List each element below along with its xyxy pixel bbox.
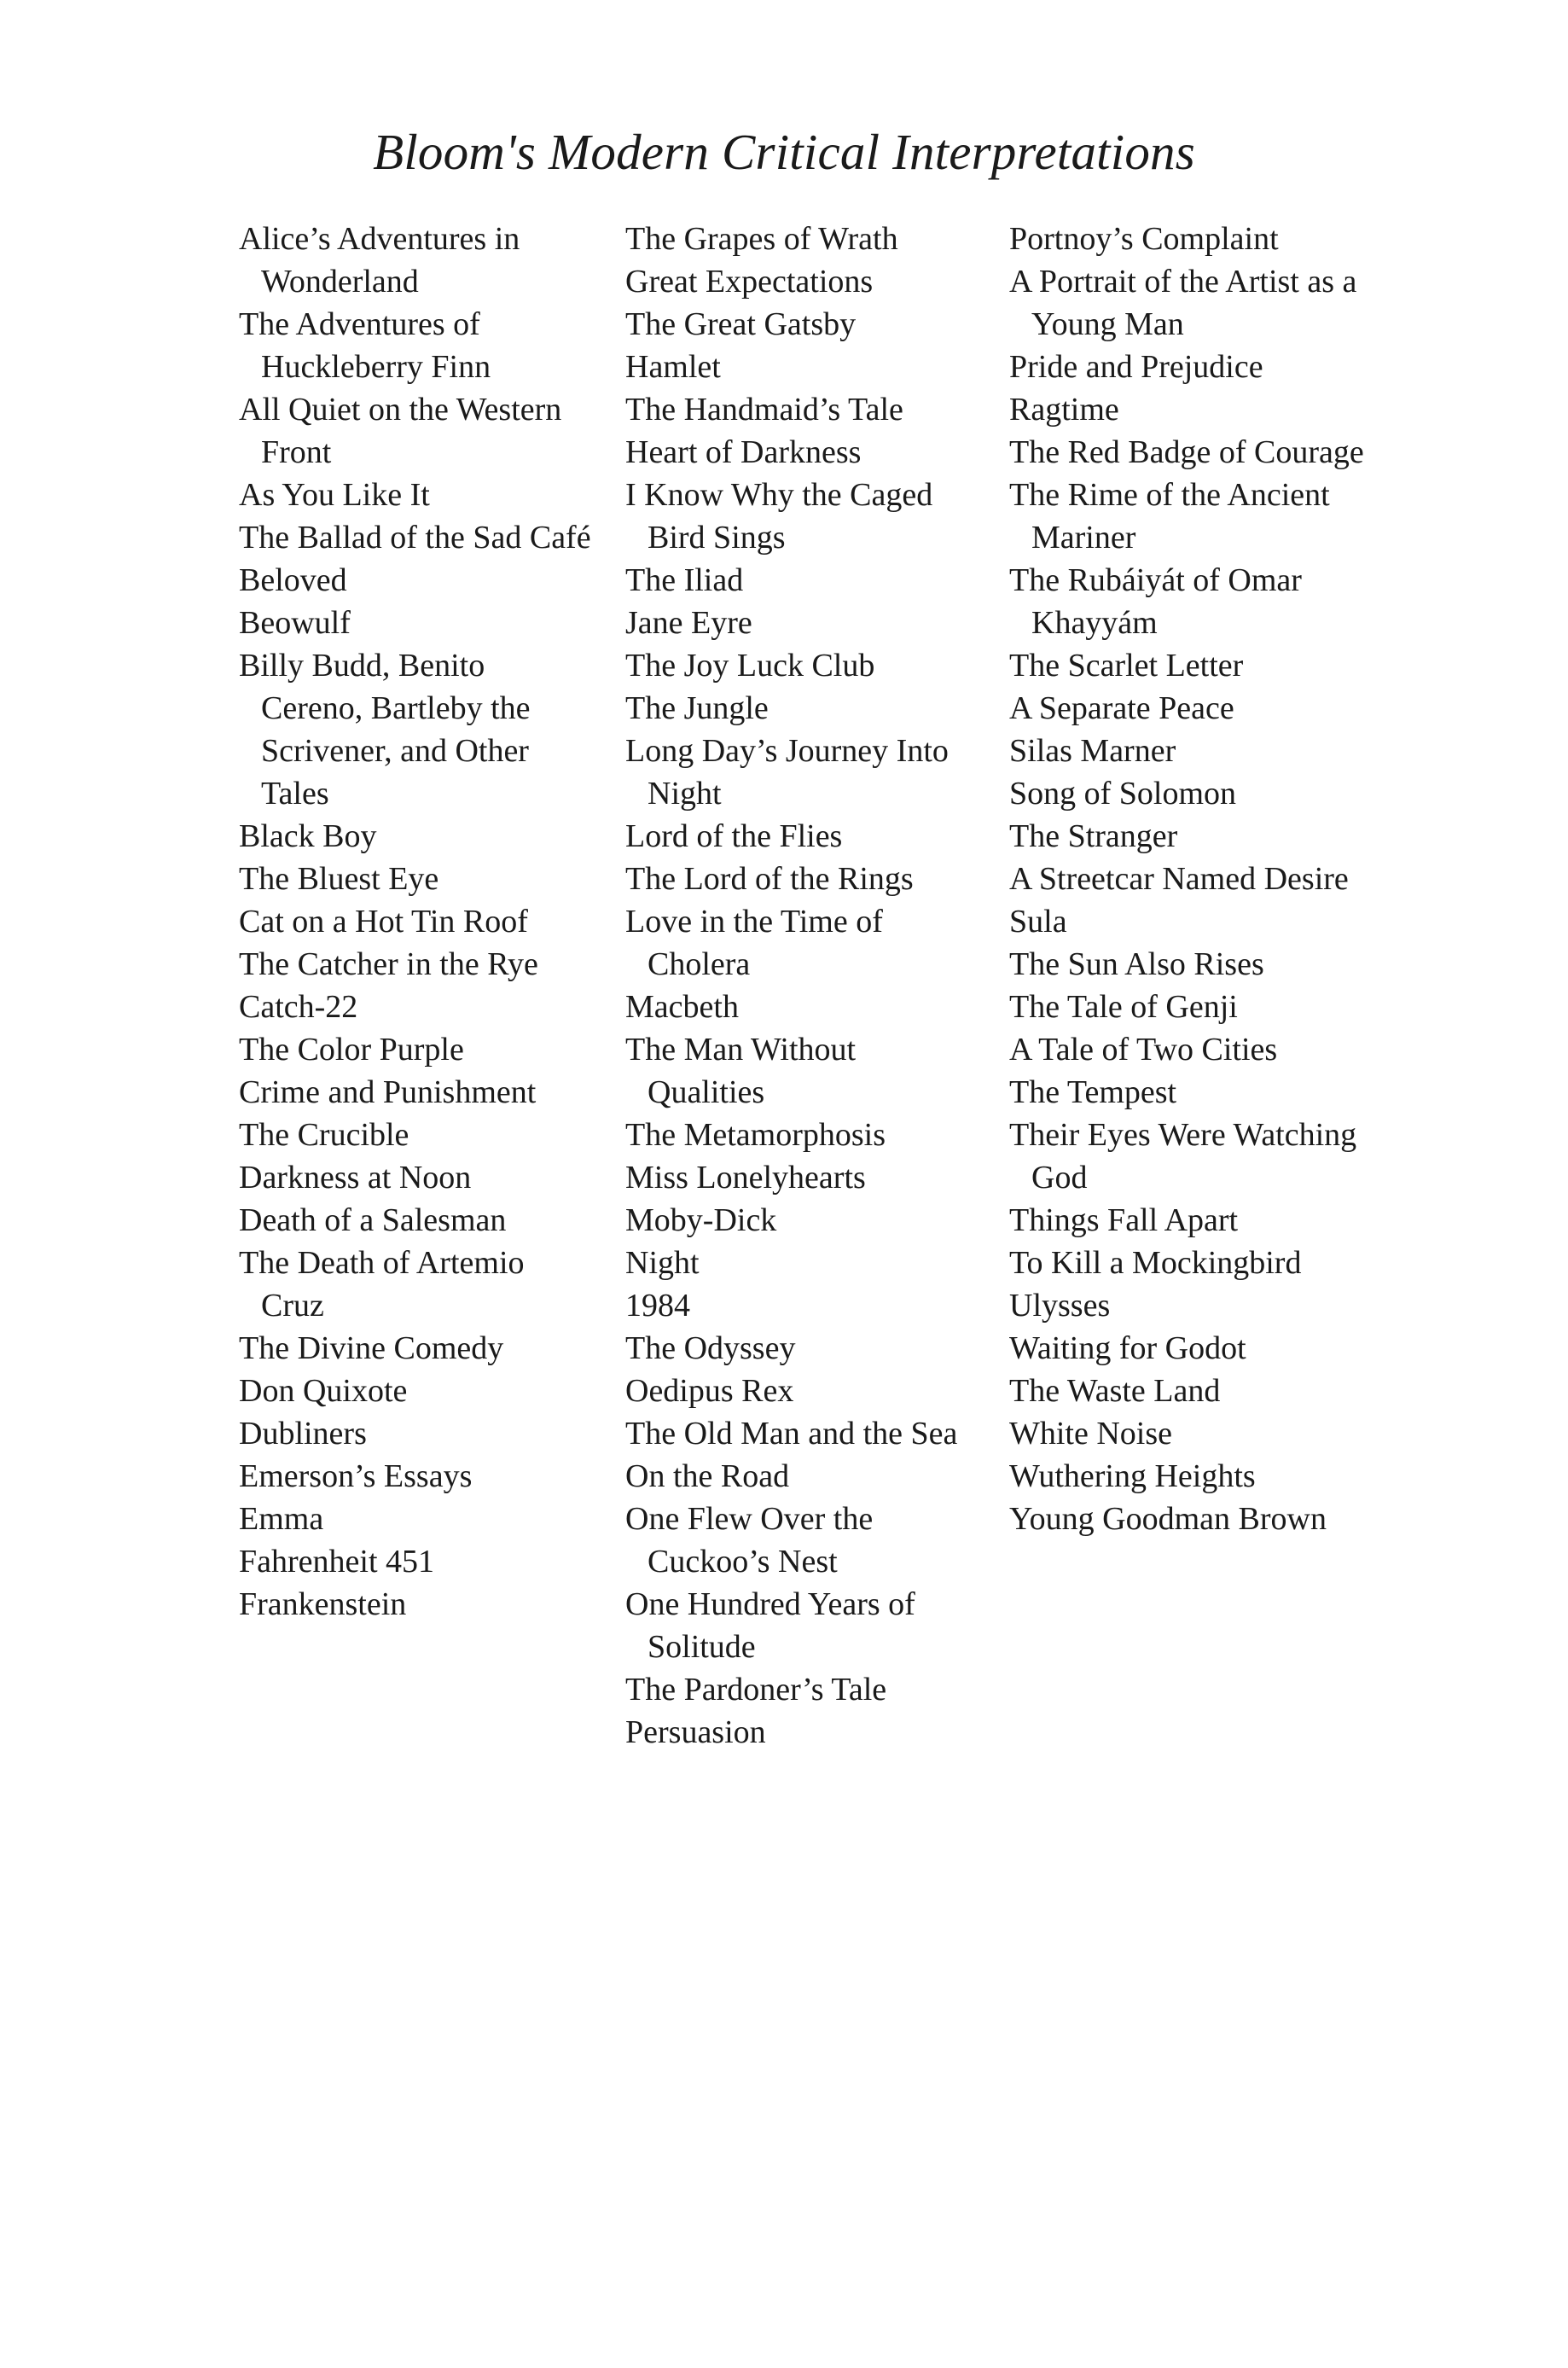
book-title-entry: A Separate Peace — [1009, 690, 1234, 726]
book-title-entry: Great Expectations — [625, 264, 874, 300]
book-title-entry: Cat on a Hot Tin Roof — [239, 904, 528, 940]
book-title-entry: Black Boy — [239, 818, 377, 854]
book-title-entry: One Flew Over the Cuckoo’s Nest — [625, 1501, 874, 1580]
book-title-entry: Wuthering Heights — [1009, 1458, 1256, 1494]
book-title-entry: The Metamorphosis — [625, 1117, 886, 1153]
book-title-entry: Oedipus Rex — [625, 1373, 794, 1409]
book-title-entry: The Scarlet Letter — [1009, 648, 1244, 684]
book-title-entry: A Portrait of the Artist as a Young Man — [1009, 264, 1357, 342]
book-title-entry: A Streetcar Named Desire — [1009, 861, 1349, 897]
book-title-entry: Dubliners — [239, 1416, 367, 1452]
book-title-entry: The Bluest Eye — [239, 861, 439, 897]
title-column-1 — [239, 218, 597, 1626]
book-title-entry: 1984 — [625, 1288, 690, 1324]
book-title-entry: Darkness at Noon — [239, 1160, 472, 1196]
book-title-entry: The Old Man and the Sea — [625, 1416, 958, 1452]
book-title-entry: Macbeth — [625, 989, 739, 1025]
book-title-entry: The Crucible — [239, 1117, 409, 1153]
book-title-entry: Hamlet — [625, 349, 721, 385]
book-title-entry: The Red Badge of Courage — [1009, 434, 1364, 470]
book-title-entry: Waiting for Godot — [1009, 1330, 1246, 1366]
book-title-entry: Night — [625, 1245, 700, 1281]
book-title-entry: To Kill a Mockingbird — [1009, 1245, 1302, 1281]
book-title-entry: As You Like It — [239, 477, 430, 513]
book-title-entry: The Adventures of Huckleberry Finn — [239, 306, 491, 385]
book-title-entry: Catch-22 — [239, 989, 358, 1025]
book-title-entry: Beowulf — [239, 605, 351, 641]
book-title-entry: Beloved — [239, 562, 347, 598]
title-column-2 — [625, 218, 984, 1754]
book-title-entry: Alice’s Adventures in Wonderland — [239, 221, 520, 300]
book-title-entry: Song of Solomon — [1009, 776, 1237, 812]
book-title-entry: On the Road — [625, 1458, 790, 1494]
book-title-entry: Long Day’s Journey Into Night — [625, 733, 949, 812]
book-title-entry: Portnoy’s Complaint — [1009, 221, 1279, 257]
book-title-entry: Sula — [1009, 904, 1067, 940]
book-title-entry: Death of a Salesman — [239, 1202, 507, 1238]
book-title-entry: The Rubáiyát of Omar Khayyám — [1009, 562, 1302, 641]
book-title-entry: Don Quixote — [239, 1373, 408, 1409]
book-title-entry: Young Goodman Brown — [1009, 1501, 1327, 1537]
book-title-entry: A Tale of Two Cities — [1009, 1032, 1278, 1068]
book-title-entry: Frankenstein — [239, 1586, 407, 1622]
book-title-entry: Crime and Punishment — [239, 1074, 537, 1110]
book-title-entry: Jane Eyre — [625, 605, 752, 641]
book-title-entry: Love in the Time of Cholera — [625, 904, 883, 982]
book-title-entry: The Man Without Qualities — [625, 1032, 857, 1110]
book-title-entry: The Death of Artemio Cruz — [239, 1245, 525, 1324]
book-title-entry: The Pardoner’s Tale — [625, 1672, 887, 1708]
book-title-entry: Heart of Darkness — [625, 434, 862, 470]
book-title-entry: The Waste Land — [1009, 1373, 1221, 1409]
book-title-entry: Ulysses — [1009, 1288, 1111, 1324]
book-title-entry: The Ballad of the Sad Café — [239, 520, 591, 556]
book-title-entry: The Odyssey — [625, 1330, 796, 1366]
book-title-entry: Emerson’s Essays — [239, 1458, 473, 1494]
book-title-entry: Pride and Prejudice — [1009, 349, 1263, 385]
book-title-entry: Billy Budd, Benito Cereno, Bartleby the Scrivener, and Other Tales — [239, 648, 531, 812]
title-column-3 — [1009, 218, 1385, 1540]
book-title-entry: The Color Purple — [239, 1032, 464, 1068]
book-title-entry: The Handmaid’s Tale — [625, 392, 903, 428]
book-title-entry: The Jungle — [625, 690, 769, 726]
book-title-entry: I Know Why the Caged Bird Sings — [625, 477, 933, 556]
book-title-entry: The Stranger — [1009, 818, 1178, 854]
book-title-entry: Moby-Dick — [625, 1202, 777, 1238]
book-title-entry: The Tale of Genji — [1009, 989, 1238, 1025]
book-title-entry: The Divine Comedy — [239, 1330, 504, 1366]
book-title-entry: White Noise — [1009, 1416, 1173, 1452]
book-title-entry: Ragtime — [1009, 392, 1119, 428]
book-title-entry: The Sun Also Rises — [1009, 946, 1264, 982]
book-title-entry: The Grapes of Wrath — [625, 221, 898, 257]
page-title: Bloom's Modern Critical Interpretations — [373, 124, 1195, 180]
book-title-entry: Miss Lonelyhearts — [625, 1160, 866, 1196]
book-title-entry: Things Fall Apart — [1009, 1202, 1239, 1238]
book-title-entry: The Iliad — [625, 562, 744, 598]
book-title-entry: The Great Gatsby — [625, 306, 857, 342]
book-title-entry: Silas Marner — [1009, 733, 1176, 769]
book-title-entry: Persuasion — [625, 1714, 766, 1750]
book-title-entry: Their Eyes Were Watching God — [1009, 1117, 1357, 1196]
book-title-entry: The Rime of the Ancient Mariner — [1009, 477, 1330, 556]
book-title-entry: Fahrenheit 451 — [239, 1544, 435, 1580]
book-title-entry: All Quiet on the Western Front — [239, 392, 562, 470]
book-title-entry: The Catcher in the Rye — [239, 946, 538, 982]
book-title-entry: Emma — [239, 1501, 324, 1537]
book-title-entry: Lord of the Flies — [625, 818, 843, 854]
book-title-entry: The Tempest — [1009, 1074, 1177, 1110]
book-title-entry: The Joy Luck Club — [625, 648, 875, 684]
book-title-entry: The Lord of the Rings — [625, 861, 914, 897]
book-title-entry: One Hundred Years of Solitude — [625, 1586, 915, 1665]
